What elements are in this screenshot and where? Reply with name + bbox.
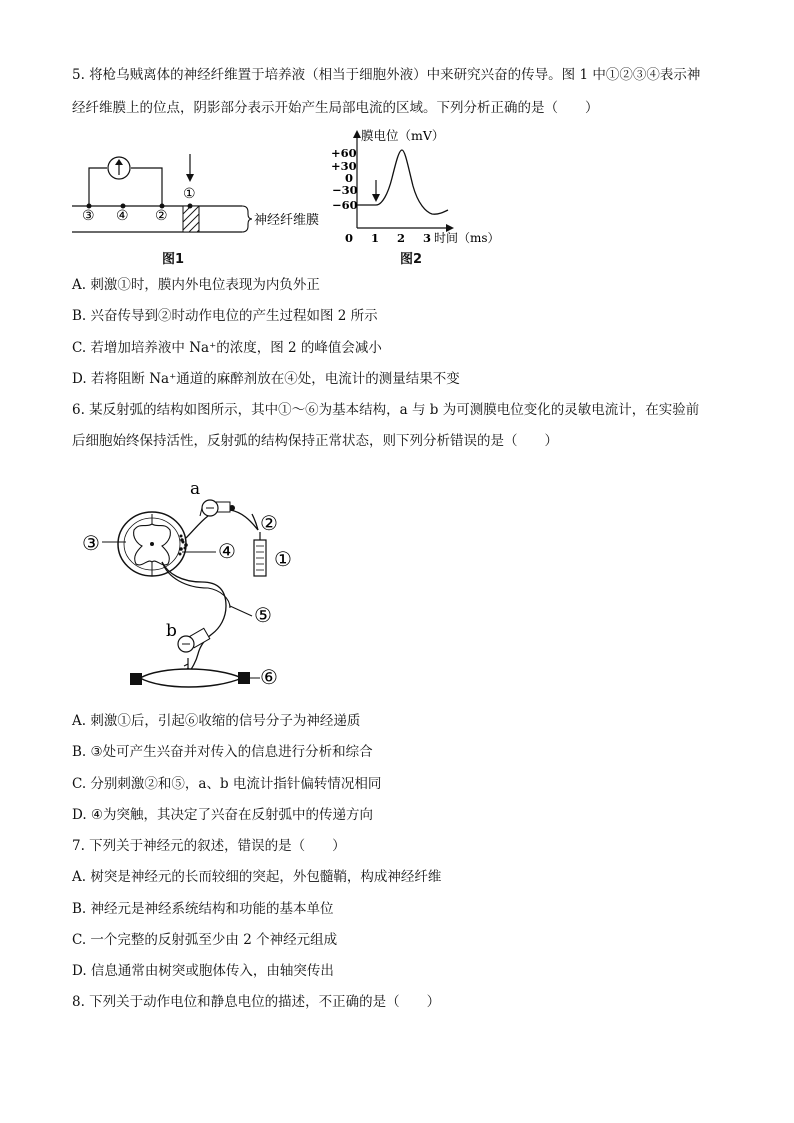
figure1-caption: 图1 [162,252,185,267]
q6-reflex-arc-figure [82,478,322,698]
y-tick-p30: +30 [331,159,357,173]
x-tick-0: 0 [345,231,354,245]
q6-stem-line2: 后细胞始终保持活性，反射弧的结构保持正常状态，则下列分析错误的是（ ） [72,433,558,449]
q5-figure2 [330,128,530,248]
q6-option-a[interactable]: A. 刺激①后，引起⑥收缩的信号分子为神经递质 [72,713,361,729]
x-tick-2: 2 [397,231,406,245]
membrane-label: 神经纤维膜 [254,213,320,228]
x-tick-1: 1 [371,231,380,245]
x-axis-label: 时间（ms） [434,231,500,245]
q6-option-d[interactable]: D. ④为突触，其决定了兴奋在反射弧中的传递方向 [72,807,374,823]
q5-option-c[interactable]: C. 若增加培养液中 Na⁺的浓度，图 2 的峰值会减小 [72,340,382,356]
y-tick-0: 0 [345,171,354,185]
q6-stem-line1: 6. 某反射弧的结构如图所示，其中①～⑥为基本结构，a 与 b 为可测膜电位变化的灵敏电流计，在实验前 [72,402,700,418]
y-tick-m30: −30 [332,183,358,197]
q7-stem: 7. 下列关于神经元的叙述，错误的是（ ） [72,838,346,854]
y-tick-m60: −60 [332,198,358,212]
q6-option-b[interactable]: B. ③处可产生兴奋并对传入的信息进行分析和综合 [72,744,373,760]
q5-option-a[interactable]: A. 刺激①时，膜内外电位表现为内负外正 [72,277,320,293]
point-4-label: ④ [116,208,129,224]
label-a: a [190,479,201,499]
q5-option-b[interactable]: B. 兴奋传导到②时动作电位的产生过程如图 2 所示 [72,308,378,324]
q7-option-d[interactable]: D. 信息通常由树突或胞体传入，由轴突传出 [72,963,334,979]
q6-option-c[interactable]: C. 分别刺激②和⑤，a、b 电流计指针偏转情况相同 [72,776,382,792]
y-tick-p60: +60 [331,146,357,160]
q5-figure1 [68,150,368,260]
label-4: ④ [218,539,236,563]
x-tick-3: 3 [423,231,432,245]
label-6: ⑥ [260,665,278,689]
figure2-caption: 图2 [400,252,423,267]
label-2: ② [260,511,278,535]
label-b: b [166,621,177,641]
y-axis-label: 膜电位（mV） [361,128,445,143]
point-2-label: ② [155,208,168,224]
label-5: ⑤ [254,603,272,627]
q7-option-a[interactable]: A. 树突是神经元的长而较细的突起，外包髓鞘，构成神经纤维 [72,869,442,885]
point-1-label: ① [183,186,196,202]
label-3: ③ [82,531,100,555]
q7-option-b[interactable]: B. 神经元是神经系统结构和功能的基本单位 [72,901,334,917]
point-3-label: ③ [82,208,95,224]
q5-option-d[interactable]: D. 若将阻断 Na⁺通道的麻醉剂放在④处，电流计的测量结果不变 [72,371,460,387]
q5-stem-line1: 5. 将枪乌贼离体的神经纤维置于培养液（相当于细胞外液）中来研究兴奋的传导。图 1 中①②③④表示神 [72,67,701,83]
q7-option-c[interactable]: C. 一个完整的反射弧至少由 2 个神经元组成 [72,932,338,948]
action-potential-curve [357,150,448,214]
label-1: ① [274,547,292,571]
q8-stem: 8. 下列关于动作电位和静息电位的描述，不正确的是（ ） [72,994,441,1010]
muscle-effector [140,669,242,687]
q5-stem-line2: 经纤维膜上的位点，阴影部分表示开始产生局部电流的区域。下列分析正确的是（ ） [72,100,599,116]
